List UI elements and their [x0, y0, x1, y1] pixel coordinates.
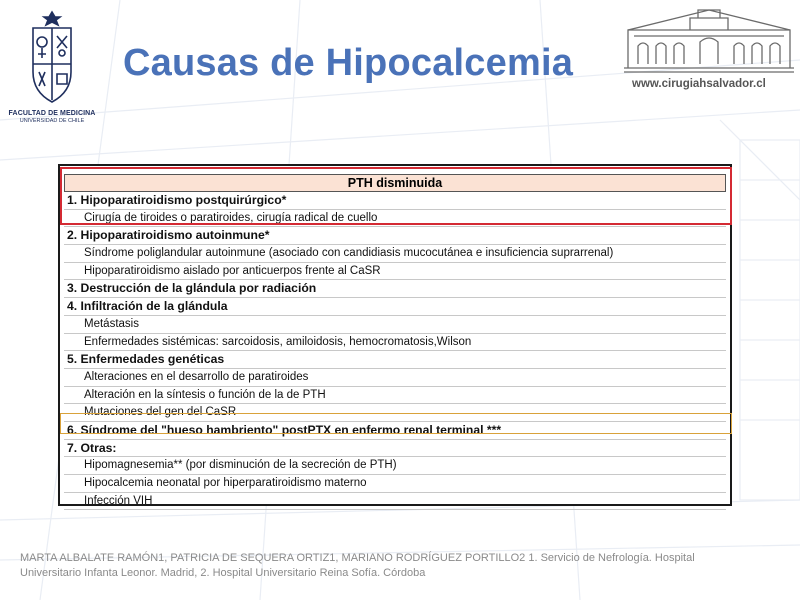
table-section-row: 3. Destrucción de la glándula por radiación: [64, 280, 726, 298]
citation-line-1: MARTA ALBALATE RAMÓN1, PATRICIA DE SEQUERA ORTIZ1, MARIANO RODRÍGUEZ PORTILLO2 1. Servicio de Nefrología. Hospital: [20, 552, 695, 564]
table-body: [64, 192, 726, 510]
table-section-row: 4. Infiltración de la glándula: [64, 298, 726, 316]
table-row: Infección VIH: [64, 493, 726, 511]
website-url: www.cirugiahsalvador.cl: [632, 78, 766, 90]
table-header: PTH disminuida: [64, 174, 726, 192]
table-row: Hipomagnesemia** (por disminución de la secreción de PTH): [64, 457, 726, 475]
table-row: Enfermedades sistémicas: sarcoidosis, amiloidosis, hemocromatosis,Wilson: [64, 334, 726, 352]
table-row: Síndrome poliglandular autoinmune (asociado con candidiasis mucocutánea e insuficiencia suprarrenal): [64, 245, 726, 263]
crest-icon: [21, 8, 83, 108]
university-logo: [6, 8, 98, 132]
causes-table: [58, 164, 732, 506]
table-row: Hipocalcemia neonatal por hiperparatiroidismo materno: [64, 475, 726, 493]
table-row: Metástasis: [64, 316, 726, 334]
citation-footer: [20, 551, 780, 581]
table-section-row: 6. Síndrome del "hueso hambriento" postPTX en enfermo renal terminal ***: [64, 422, 726, 440]
faculty-name: FACULTAD DE MEDICINA: [8, 110, 96, 117]
table-row: Cirugía de tiroides o paratiroides, cirugía radical de cuello: [64, 210, 726, 228]
table-row: Hipoparatiroidismo aislado por anticuerpos frente al CaSR: [64, 263, 726, 281]
table-section-row: 7. Otras:: [64, 440, 726, 458]
table-section-row: 5. Enfermedades genéticas: [64, 351, 726, 369]
page-title: Causas de Hipocalcemia: [123, 42, 574, 84]
university-name: UNIVERSIDAD DE CHILE: [19, 118, 85, 124]
table-section-row: 1. Hipoparatiroidismo postquirúrgico*: [64, 192, 726, 210]
citation-line-2: Universitario Infanta Leonor. Madrid, 2. Hospital Universitario Reina Sofía. Córdoba: [20, 567, 426, 579]
table-row: Alteraciones en el desarrollo de paratiroides: [64, 369, 726, 387]
table-row: Alteración en la síntesis o función de la de PTH: [64, 387, 726, 405]
table-row: Mutaciones del gen del CaSR: [64, 404, 726, 422]
table-section-row: 2. Hipoparatiroidismo autoinmune*: [64, 227, 726, 245]
